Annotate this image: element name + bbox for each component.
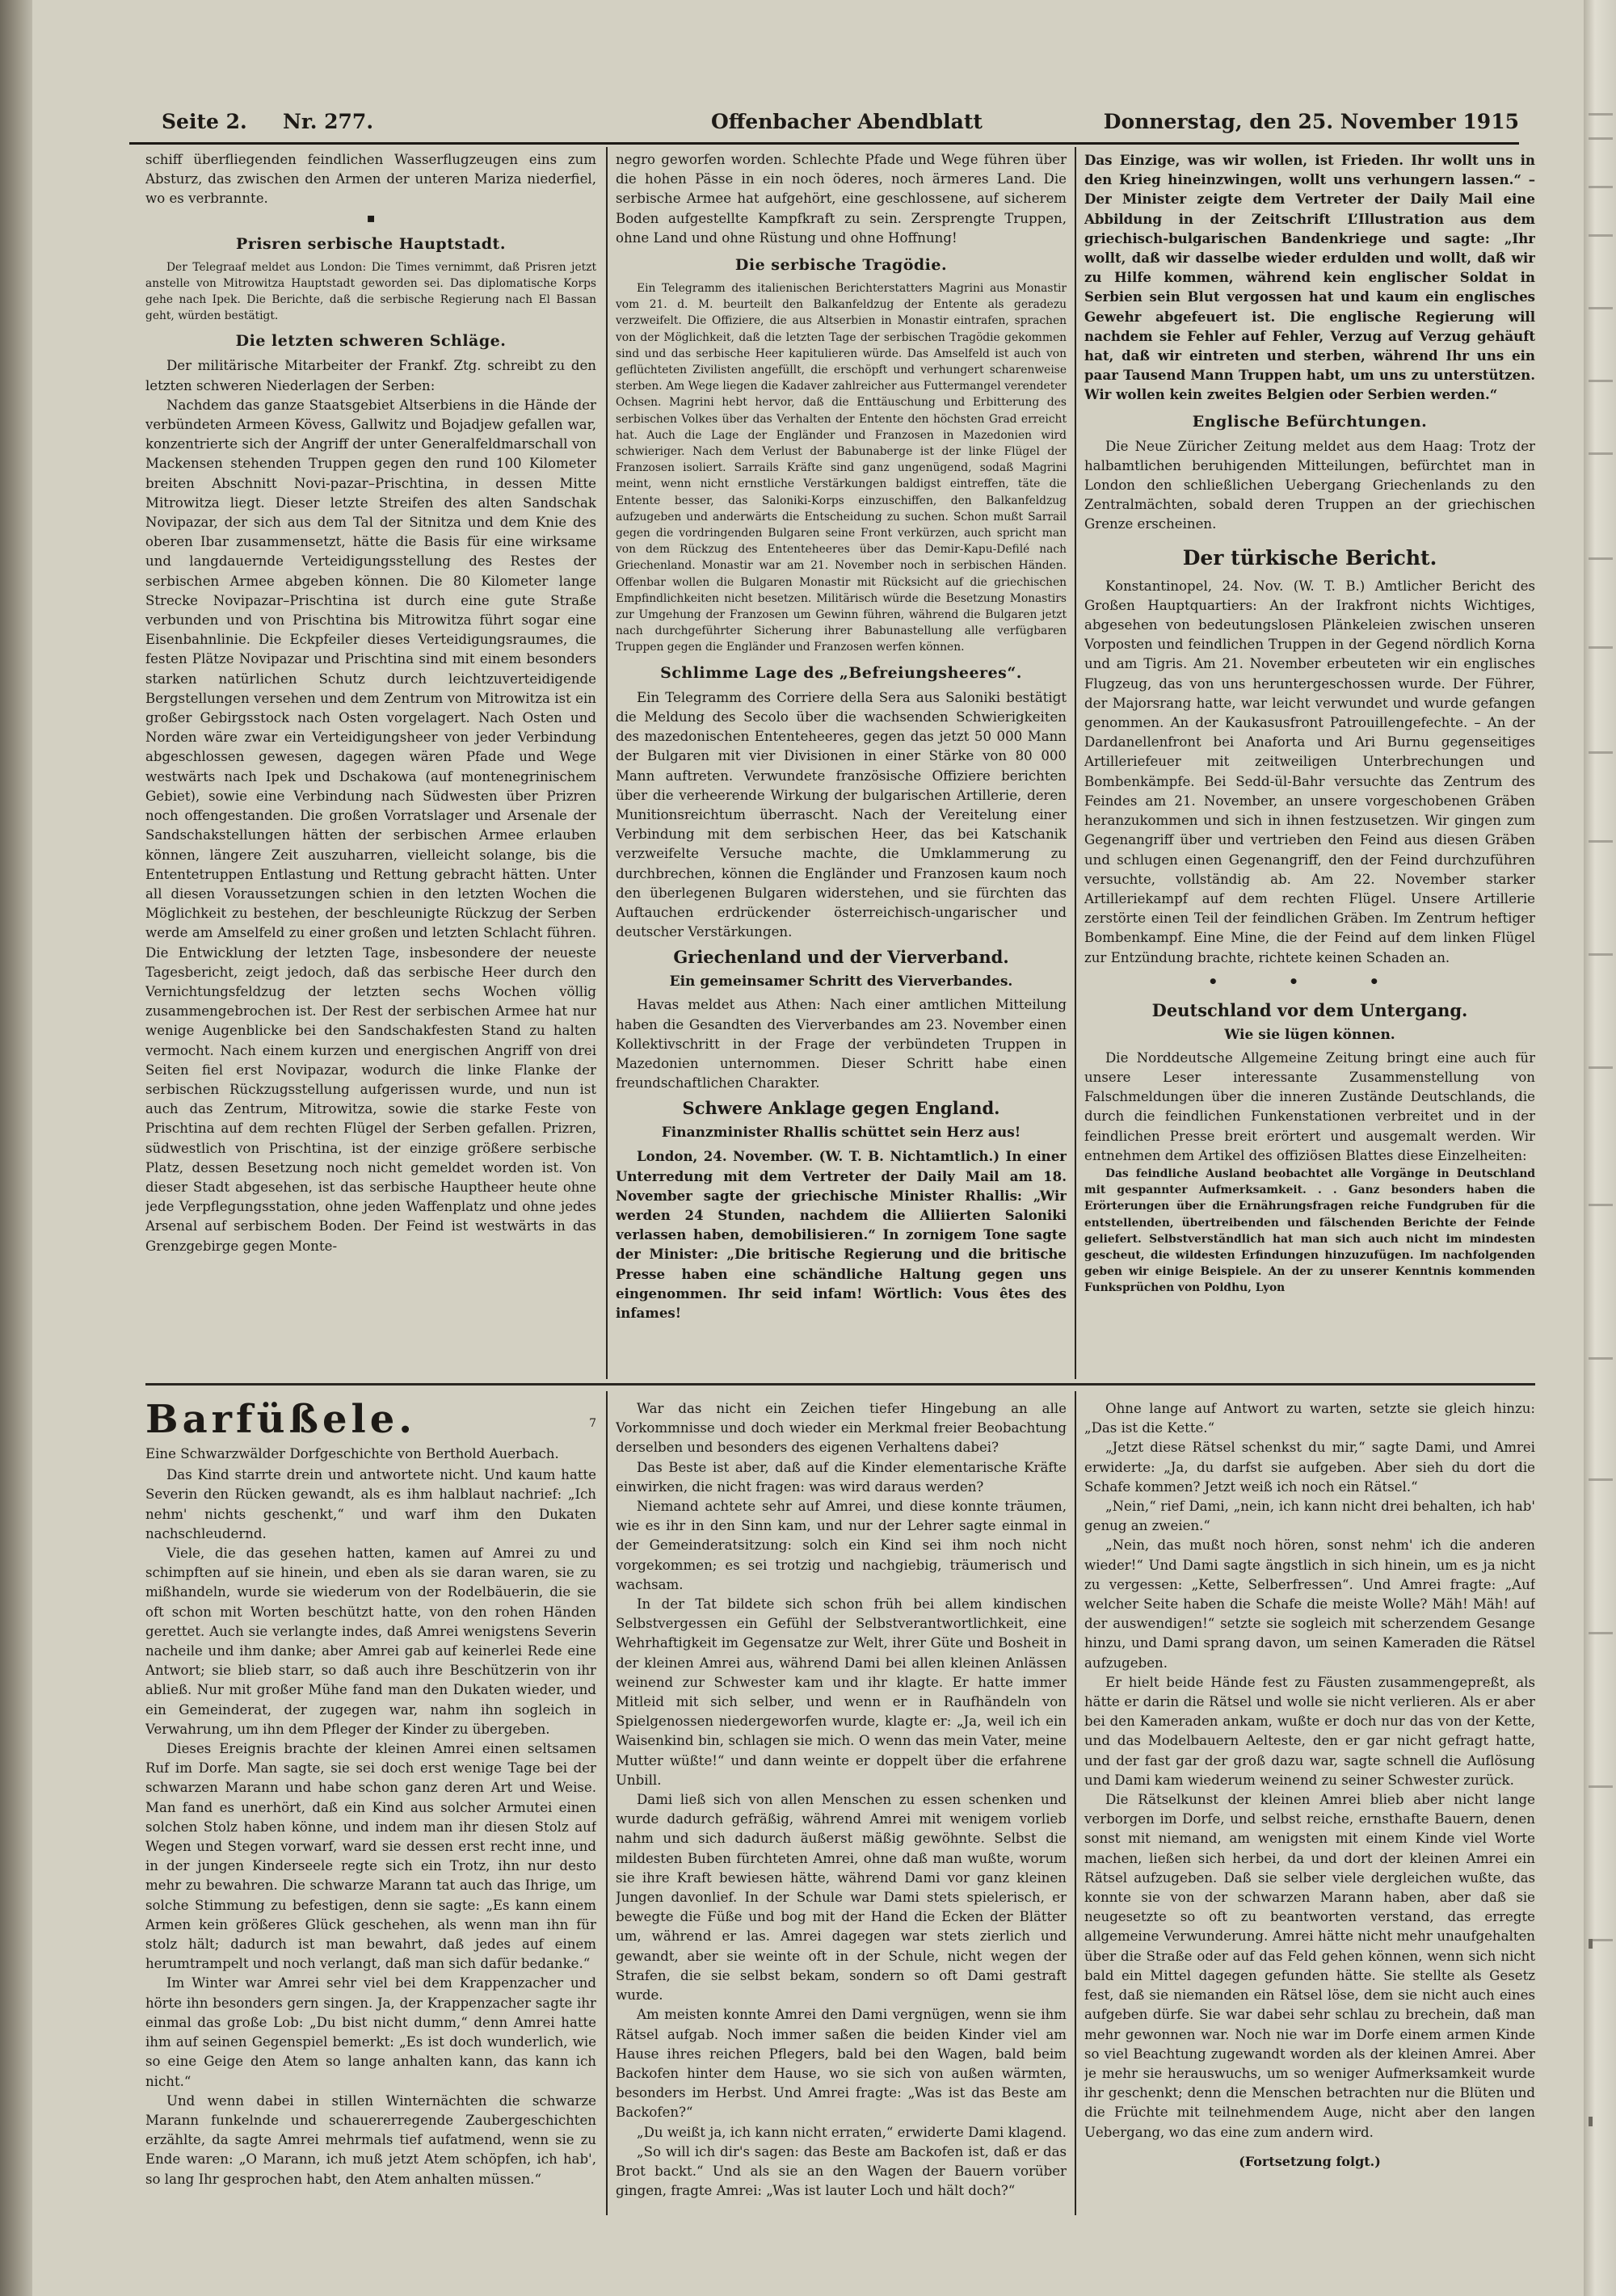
serial-paragraph: „Du weißt ja, ich kann nicht erraten,“ erwiderte Dami klagend. bbox=[637, 2124, 1067, 2140]
serial-subtitle: Eine Schwarzwälder Dorfgeschichte von Berthold Auerbach. bbox=[145, 1446, 559, 1461]
serial-paragraph: Ohne lange auf Antwort zu warten, setzte sie gleich hinzu: „Das ist die Kette.“ bbox=[1084, 1401, 1535, 1436]
next-page-edge bbox=[1584, 0, 1616, 2296]
newspaper-title: Offenbacher Abendblatt bbox=[711, 110, 983, 133]
serial-paragraph: Die Rätselkunst der kleinen Amrei blieb aber nicht lange verborgen im Dorfe, und selbst reiche, ernsthafte Bauern, denen sonst mit niemand, am wenigsten mit einem Kinde viel Worte machen, ließen sich herbei, da und dort der kleinen Amrei ein Rätsel aufzugeben. Daß sie selber viele dergleichen wußte, das konnte sie von der schwarzen Marann haben, aber daß sie neugesetzte so oft zu beantworten verstand, das erregte allgemeine Verwunderung. Amrei hätte nicht mehr unaufgehalten über die Straße oder auf das Feld gehen können, wenn sich nicht bald ein Mittel dagegen gefunden hätte. Sie stellte als Gesetz fest, daß sie niemanden ein Rätsel löse, dem sie nicht auch eines aufgeben dürfe. Sie war dabei sehr schlau zu brechein, daß man mehr gewonnen war. Noch nie war im Dorfe einem armen Kinde so viel Beachtung zugewandt worden als der kleinen Amrei. Aber je mehr sie herauswuchs, um so weniger Aufmerksamkeit wurde ihr geschenkt; denn die Menschen betrachten nur die Blüten und die Früchte mit teilnehmendem Auge, nicht aber den langen Uebergang, wo das eine zum andern wird. bbox=[1084, 1792, 1535, 2140]
article-text: London, 24. November. (W. T. B. Nichtamtlich.) In einer Unterredung mit dem Vertreter der Daily Mail am 18. November sagte der griechische Minister Rhallis: „Wir werden 24 Stunden, nachdem die Alliierten Saloniki verlassen haben, demobilisieren.“ In zornigem Tone sagte der Minister: „Die britische Regierung und die britische Presse haben eine schändliche Haltung gegen uns eingenommen. Ihr seid infam! Wörtlich: Vous êtes des infames! bbox=[616, 1148, 1067, 1321]
serial-paragraph: War das nicht ein Zeichen tiefer Hingebung an alle Vorkommnisse und doch wieder ein Merkmal freier Beobachtung derselben und besonders des eigenen Verhaltens dabei? bbox=[616, 1401, 1067, 1456]
article-text: Der militärische Mitarbeiter der Frankf. Ztg. schreibt zu den letzten schweren Niederlagen der Serben: bbox=[145, 358, 596, 393]
news-column-3 bbox=[1084, 150, 1535, 1378]
article-heading: Griechenland und der Vierverband. bbox=[673, 947, 1009, 968]
article-heading: Prisren serbische Hauptstadt. bbox=[236, 234, 506, 253]
serial-paragraph: Viele, die das gesehen hatten, kamen auf Amrei zu und schimpften auf sie hinein, und eben als sie daran waren, sie zu mißhandeln, wurde sie wiederum von der Rodelbäuerin, die sie oft schon mit Worten beschützt hatte, von den rohen Händen gerettet. Auch sie verlangte indes, daß Amrei wenigstens Severin nacheile und ihm danke; aber Amrei gab auf keinerlei Rede eine Antwort; sie blieb starr, so daß auch ihre Beschützerin von ihr abließ. Nur mit großer Mühe fand man den Dukaten wieder, und ein Gemeinderat, der zugegen war, nahm ihn sogleich in Verwahrung, um ihn dem Pfleger der Kinder zu übergeben. bbox=[145, 1545, 596, 1737]
page-header bbox=[129, 103, 1519, 145]
serial-title-row bbox=[145, 1394, 596, 1444]
news-column-2 bbox=[616, 150, 1067, 1378]
serial-column-1 bbox=[145, 1394, 596, 2210]
article-text: Konstantinopel, 24. Nov. (W. T. B.) Amtlicher Bericht des Großen Hauptquartiers: An der Irakfront nichts Wichtiges, abgesehen von bedeutungslosen Plänkeleien zwischen unseren Vorposten und feindlichen Truppen in der Gegend nördlich Korna und am Tigris. Am 21. November erbeuteten wir ein englisches Flugzeug, das von uns heruntergeschossen wurde. Der Führer, der Majorsrang hatte, war leicht verwundet und wurde gefangen genommen. An der Kaukasusfront Patrouillengefechte. – An der Dardanellenfront bei Anaforta und Ari Burnu gegenseitiges Artilleriefeuer mit zeitweiligen Unterbrechungen und Bombenkämpfe. Bei Sedd-ül-Bahr versuchte das Zentrum des Feindes am 21. November, an unsere vorgeschobenen Gräben heranzukommen und sich in ihnen festzusetzen. Wir gingen zum Gegenangriff über und vertrieben den Feind aus diesen Gräben und schlugen einen Gegenangriff, den der Feind durchzuführen versuchte, vollständig ab. Am 22. November starker Artilleriekampf auf dem rechten Flügel. Unsere Artillerie zerstörte einen Teil der feindlichen Gräben. Im Zentrum heftiger Bombenkampf. Eine Mine, die der Feind auf dem linken Flügel zur Entzündung brachte, richtete keinen Schaden an. bbox=[1084, 578, 1535, 965]
serial-paragraph: Das Kind starrte drein und antwortete nicht. Und kaum hatte Severin den Rücken gewandt, als es ihm halblaut nachrief: „Ich nehm' nichts geschenkt,“ und warf ihm den Dukaten nachschleudernd. bbox=[145, 1467, 596, 1541]
article-continuation: negro geworfen worden. Schlechte Pfade und Wege führen über die hohen Pässe in ein noch öderes, noch ärmeres Land. Die serbische Armee hat aufgehört, eine geschlossene, auf sicherem Boden aufgestellte Kampfkraft zu sein. Zersprengte Truppen, ohne Land und ohne Rüstung und ohne Hoffnung! bbox=[616, 152, 1067, 246]
column-rule bbox=[1075, 147, 1076, 1379]
serial-paragraph: Am meisten konnte Amrei den Dami vergnügen, wenn sie ihm Rätsel aufgab. Noch immer saßen die beiden Kinder viel am Hause ihres reichen Pflegers, bald bei den Wagen, bald beim Backofen hinter dem Hause, wo sie sich von außen wärmten, besonders im Herbst. Und Amrei fragte: „Was ist das Beste am Backofen?“ bbox=[616, 2007, 1067, 2121]
issue-number: Nr. 277. bbox=[283, 110, 374, 133]
serial-paragraph: Das Beste ist aber, daß auf die Kinder elementarische Kräfte einwirken, die nicht fragen: was wird daraus werden? bbox=[616, 1459, 1067, 1495]
serial-column-2 bbox=[616, 1399, 1067, 2210]
article-subheading: Ein gemeinsamer Schritt des Vierverbandes. bbox=[669, 973, 1013, 990]
article-subheading: Wie sie lügen können. bbox=[1224, 1026, 1395, 1043]
margin-mark bbox=[1589, 2117, 1593, 2126]
article-continuation: Das Einzige, was wir wollen, ist Frieden. Ihr wollt uns in den Krieg hineinzwingen, wollt uns verhungern lassen.“ – Der Minister zeigte dem Vertreter der Daily Mail eine Abbildung in der Zeitschrift L’Illustration aus dem griechisch-bulgarischen Bandenkriege und sagte: „Ihr wollt, daß wir dasselbe wieder erdulden und wollt, daß wir zu Hilfe kommen, während kein englischer Soldat in Serbien sein Blut vergossen hat und kaum ein englisches Gewehr abgefeuert ist. Die englische Regierung will nachdem sie Fehler auf Fehler, Verzug auf Verzug gehäuft hat, daß wir eintreten und sterben, während Ihr uns ein paar Tausend Mann Truppen habt, um uns zu unterstützen. Wir wollen kein zweites Belgien oder Serbien werden.“ bbox=[1084, 152, 1535, 403]
column-rule bbox=[606, 1391, 608, 2215]
article-text: Die Neue Züricher Zeitung meldet aus dem Haag: Trotz der halbamtlichen beruhigenden Mitteilungen, befürchtet man in London den schließlichen Uebergang Griechenlands zu den Zentralmächten, sobald deren Truppen an der griechischen Grenze erscheinen. bbox=[1084, 438, 1535, 532]
article-heading: Schlimme Lage des „Befreiungsheeres“. bbox=[660, 663, 1022, 682]
margin-mark bbox=[1589, 1939, 1593, 1949]
column-rule bbox=[1075, 1391, 1076, 2215]
news-column-1 bbox=[145, 150, 596, 1378]
issue-date: Donnerstag, den 25. November 1915 bbox=[1103, 110, 1519, 133]
section-separator: • • • bbox=[1207, 971, 1412, 991]
serial-paragraph: „Jetzt diese Rätsel schenkst du mir,“ sagte Dami, und Amrei erwiderte: „Ja, du darfst sie aufgeben. Aber sieh du dort die Schafe kommen? Jetzt weiß ich noch ein Rätsel.“ bbox=[1084, 1440, 1535, 1495]
serial-divider bbox=[145, 1383, 1535, 1386]
article-heading: Deutschland vor dem Untergang. bbox=[1151, 999, 1468, 1020]
article-continuation: schiff überfliegenden feindlichen Wasserflugzeugen eins zum Absturz, das zwischen den Armen der unteren Mariza niederfiel, wo es verbrannte. bbox=[145, 152, 596, 207]
serial-part-number: 7 bbox=[589, 1417, 596, 1430]
article-text: Ein Telegramm des italienischen Berichterstatters Magrini aus Monastir vom 21. d. M. beurteilt den Balkanfeldzug der Entente als geradezu verzweifelt. Die Offiziere, die aus Altserbien in Monastir eintrafen, sprachen von der Möglichkeit, daß die letzten Tage der serbischen Tragödie gekommen sind und das serbische Heer kapitulieren würde. Das Amselfeld ist auch von geflüchteten Zivilisten angefüllt, die erschöpft und verhungert scharenweise sterben. Am Wege liegen die Kadaver zahlreicher aus Futtermangel verendeter Ochsen. Magrini hebt hervor, daß die Enttäuschung und Erbitterung des serbischen Volkes über das Verhalten der Entente den höchsten Grad erreicht hat. Auch die Lage der Engländer und Franzosen in Mazedonien wird schwieriger. Nach dem Verlust der Babunaberge ist der linke Flügel der Franzosen isoliert. Sarrails Kräfte sind ganz ungenügend, sodaß Magrini meint, wenn nicht ernstliche Verstärkungen baldigst eintreffen, täte die Entente besser, das Saloniki-Korps einzuschiffen, den Balkanfeldzug aufzugeben und anderwärts die Entscheidung zu suchen. Schon mußt Sarrail gegen die vordringenden Bulgaren seine Front verkürzen, auch spricht man von dem Rückzug des Ententeheeres über das Demir-Kapu-Defilé nach Griechenland. Monastir war am 21. November noch in serbischen Händen. Offenbar wollen die Bulgaren Monastir mit Rücksicht auf die griechischen Empfindlichkeiten nicht besetzen. Militärisch würde die Besetzung Monastirs zur Umgehung der Franzosen um Gewinn führen, während die Bulgaren jetzt nach durchgeführter Sicherung ihrer Babunastellung alle verfügbaren Truppen gegen die Engländer und Franzosen werfen können. bbox=[616, 282, 1067, 654]
serial-title: Barfüßele. bbox=[145, 1397, 416, 1442]
article-text: Der Telegraaf meldet aus London: Die Times vernimmt, daß Prisren jetzt anstelle von Mitrowitza Hauptstadt geworden sei. Das diplomatische Korps gehe nach Ipek. Die Berichte, daß die serbische Regierung nach El Bassan geht, würden bestätigt. bbox=[145, 260, 596, 323]
serial-paragraph: Er hielt beide Hände fest zu Fäusten zusammengepreßt, als hätte er darin die Rätsel und wolle sie nicht verlieren. Als er aber bei den Kameraden ankam, wußte er doch nur das von der Kette, und das Modelbauern Aelteste, den er gar nicht gefragt hatte, und der fast gar der groß dazu war, sagte schnell die Auflösung und Dami kam wiederum weinend zu seiner Schwester zurück. bbox=[1084, 1674, 1535, 1788]
serial-paragraph: Dami ließ sich von allen Menschen zu essen schenken und wurde dadurch gefräßig, während Amrei mit wenigem vorlieb nahm und sich dadurch äußerst mäßig gewöhnte. Selbst die mildesten Buben fürchteten Amrei, ohne daß man wußte, worum sie ihre Kraft bewiesen hätte, während Dami vor ganz kleinen Jungen davonlief. In der Schule war Dami stets spielerisch, er bewegte die Füße und bog mit der Hand die Ecken der Blätter um, während er las. Amrei dagegen war stets zierlich und gewandt, aber sie weinte oft in der Schule, nicht wegen der Strafen, die sie selbst bekam, sondern so oft Dami gestraft wurde. bbox=[616, 1792, 1067, 2004]
serial-paragraph: „So will ich dir's sagen: das Beste am Backofen ist, daß er das Brot backt.“ Und als sie an den Wagen der Bauern vorüber gingen, fragte Amrei: „Was ist lauter Loch und hält doch?“ bbox=[616, 2143, 1067, 2199]
continuation-note: (Fortsetzung folgt.) bbox=[1239, 2153, 1381, 2169]
serial-paragraph: „Nein, das mußt noch hören, sonst nehm' ich die anderen wieder!“ Und Dami sagte ängstlich in sich hinein, um es ja nicht zu vergessen: „Kette, Selberfressen“. Und Amrei fragte: „Auf welcher Seite haben die Schafe die meiste Wolle? Mäh! Mäh! auf der auswendigen!“ setzte sie sogleich mit scherzendem Gesange hinzu, und Dami sprang davon, um seinen Kameraden die Rätsel aufzugeben. bbox=[1084, 1537, 1535, 1671]
serial-paragraph: Niemand achtete sehr auf Amrei, und diese konnte träumen, wie es ihr in den Sinn kam, und nur der Lehrer sagte einmal in der Gemeinderatsitzung: solch ein Kind sei ihm noch nicht vorgekommen; es sei trotzig und nachgiebig, träumerisch und wachsam. bbox=[616, 1499, 1067, 1592]
article-heading: Die letzten schweren Schläge. bbox=[235, 332, 507, 351]
article-heading: Schwere Anklage gegen England. bbox=[682, 1098, 1000, 1119]
serial-paragraph: Und wenn dabei in stillen Winternächten die schwarze Marann funkelnde und schauererregende Zaubergeschichten erzählte, da sagte Amrei mehrmals tief aufatmend, wenn sie zu Ende waren: „O Marann, ich muß jetzt Atem schöpfen, ich hab', so lang Ihr gesprochen habt, den Atem anhalten müssen.“ bbox=[145, 2092, 596, 2187]
article-text: Die Norddeutsche Allgemeine Zeitung bringt eine auch für unsere Leser interessante Zusammenstellung von Falschmeldungen über die inneren Zustände Deutschlands, die durch die feindlichen Funkenstationen verbreitet und in der feindlichen Presse breit erörtert und ausgemalt werden. Wir entnehmen dem Artikel des offiziösen Blattes diese Einzelheiten: bbox=[1084, 1049, 1535, 1163]
article-text: Havas meldet aus Athen: Nach einer amtlichen Mitteilung haben die Gesandten des Vierverbandes am 23. November einen Kollektivschritt in der Frage der verbündeten Truppen in Mazedonien unternommen. Dieser Schritt habe einen freundschaftlichen Charakter. bbox=[616, 997, 1067, 1091]
separator-mark: ▪ bbox=[366, 209, 376, 225]
article-heading: Englische Befürchtungen. bbox=[1192, 412, 1428, 431]
page-number: Seite 2. bbox=[162, 110, 247, 133]
serial-paragraph: „Nein,“ rief Dami, „nein, ich kann nicht drei behalten, ich hab' genug an zweien.“ bbox=[1084, 1499, 1535, 1534]
serial-paragraph: Dieses Ereignis brachte der kleinen Amrei einen seltsamen Ruf im Dorfe. Man sagte, sie sei doch erst wenige Tage bei der schwarzen Marann und habe schon ganz deren Art und Weise. Man fand es unerhört, daß ein Kind aus solcher Armutei einen solchen Stolz haben könne, und indem man ihr diesen Stolz auf Wegen und Stegen vorwarf, ward sie dessen erst recht inne, und in der jungen Kinderseele regte sich ein Trotz, ihn nur desto mehr zu bewahren. Die schwarze Marann tat auch das Ihrige, um solche Stimmung zu befestigen, denn sie sagte: „Es kann einem Armen kein größeres Glück geschehen, als wenn man ihn für stolz hält; dadurch ist man bewahrt, daß jedes auf einem herumtrampelt und noch verlangt, daß man sich dafür bedanke.“ bbox=[145, 1741, 596, 1972]
article-text: Nachdem das ganze Staatsgebiet Altserbiens in die Hände der verbündeten Armeen Kövess, Gallwitz und Bojadjew gefallen war, konzentrierte sich der Angriff der unter Generalfeldmarschall von Mackensen stehenden Truppen gegen den rund 100 Kilometer breiten Abschnitt Novi-pazar–Prischtina, in dessen Mitte Mitrowitza liegt. Dieser letzte Streifen des alten Sandschak Novipazar, der sich aus dem Tal der Sitnitza und dem Knie des oberen Ibar zusammensetzt, hätte die Basis für eine wirksame und langdauernde Verteidigungsstellung des Restes der serbischen Armee abgeben können. Die 80 Kilometer lange Strecke Novipazar–Prischtina ist durch eine gute Straße verbunden und von Prischtina bis Mitrowitza führt sogar eine Eisenbahnlinie. Die Eckpfeiler dieses Verteidigungsraumes, die festen Plätze Novipazar und Prischtina sind mit einem besonders starken natürlichen Schutz durch leichtzuverteidigende Bergstellungen versehen und dem Zentrum von Mitrowitza ist ein großer Gebirgsstock nach Osten vorgelagert. Nach Osten und Norden wäre zwar ein Verteidigungsheer von jeder Verbindung abgeschlossen gewesen, dagegen wären Pfade und Wege westwärts nach Ipek und Dschakowa (auf montenegrinischem Gebiet), sowie eine Verbindung nach Südwesten über Prizren noch offengestanden. Die großen Vorratslager und Arsenale der Sandschakstellungen hätten der serbischen Armee erlauben können, längere Zeit auszuharren, vielleicht solange, bis die Ententetruppen Entlastung und Rettung gebracht hätten. Unter all diesen Voraussetzungen schien in den letzten Wochen die Möglichkeit zu bestehen, der beschleunigte Rückzug der Serben werde am Amselfeld zu einer großen und letzten Schlacht führen. Die Entwicklung der letzten Tage, insbesondere der neueste Tagesbericht, zeigt jedoch, daß das serbische Heer durch den Vernichtungsfeldzug der letzten sechs Wochen völlig zusammengebrochen ist. Der Rest der serbischen Armee hat nur wenige Augenblicke bei den Sandschakfesten Stand zu halten vermocht. Nach einem kurzen und energischen Angriff von drei Seiten fiel erst Novipazar, wodurch die linke Flanke der serbischen Rückzugsstellung aufgerissen wurde, und nun ist auch das Zentrum, Mitrowitza, sowie die starke Feste von Prischtina auf dem rechten Flügel der Serben gefallen. Prizren, südwestlich von Prischtina, ist der einzige größere serbische Platz, dessen Besetzung noch nicht gemeldet worden ist. Von dieser Stadt abgesehen, ist das serbische Hauptheer heute ohne jede Verpflegungsstation, ohne jeden Waffenplatz und ohne jedes Arsenal auf serbischem Boden. Der Feind ist westwärts in das Grenzgebirge gegen Monte- bbox=[145, 397, 596, 1254]
article-subheading: Finanzminister Rhallis schüttet sein Herz aus! bbox=[661, 1125, 1021, 1142]
article-heading: Die serbische Tragödie. bbox=[734, 256, 948, 275]
serial-paragraph: Im Winter war Amrei sehr viel bei dem Krappenzacher und hörte ihn besonders gern singen. Ja, der Krappenzacher sagte ihr einmal das große Lob: „Du bist nicht dumm,“ denn Amrei hatte ihm auf seinen Gegenspiel bemerkt: „Es ist doch wunderlich, wie so eine Geige den Atem so lange anhalten kann, das kann ich nicht.“ bbox=[145, 1975, 596, 2089]
serial-column-3 bbox=[1084, 1399, 1535, 2210]
article-text: Ein Telegramm des Corriere della Sera aus Saloniki bestätigt die Meldung des Secolo über die wachsenden Schwierigkeiten des mazedonischen Ententeheeres, gegen das jetzt 50 000 Mann der Bulgaren mit vier Divisionen in einer Stärke von 80 000 Mann auftreten. Verwundete französische Offiziere berichten über die verheerende Wirkung der bulgarischen Artillerie, deren Munitionsreichtum überrascht. Nach der Vereitelung einer Verbindung mit dem serbischen Heer, das bei Katschanik verzweifelte Versuche machte, die Umklammerung zu durchbrechen, können die Engländer und Franzosen kaum noch den überlegenen Bulgaren widerstehen, und sie fürchten das Auftauchen erdrückender österreichisch-ungarischer und deutscher Verstärkungen. bbox=[616, 689, 1067, 940]
book-binding bbox=[0, 0, 32, 2296]
article-heading: Der türkische Bericht. bbox=[1182, 545, 1437, 570]
column-rule bbox=[606, 147, 608, 1379]
serial-paragraph: In der Tat bildete sich schon früh bei allem kindischen Selbstvergessen ein Gefühl der Selbstverantwortlichkeit, eine Wehrhaftigkeit im Gegensatze zur Welt, ihrer Güte und Bosheit in der kleinen Amrei aus, während Dami bei allen kleinen Anlässen weinend zur Schwester kam und ihr klagte. Er hatte immer Mitleid mit sich selber, und wenn er in Raufhändeln von Spielgenossen niedergeworfen wurde, klagte er: „Ja, weil ich ein Waisenkind bin, schlagen sie mich. O wenn das mein Vater, meine Mutter wüßte!“ und dann weinte er doppelt über die erfahrene Unbill. bbox=[616, 1596, 1067, 1788]
article-text: Das feindliche Ausland beobachtet alle Vorgänge in Deutschland mit gespannter Aufmerksamkeit. . . Ganz besonders haben die Erörterungen über die Ernährungsfragen reiche Fundgruben für die entstellenden, übertreibenden und fälschenden Berichte der Feinde geliefert. Selbstverständlich hat man sich auch nicht im mindesten gescheut, die wildesten Erfindungen hinzuzufügen. Im nachfolgenden geben wir einige Beispiele. An der zu unserer Kenntnis kommenden Funksprüchen von Poldhu, Lyon bbox=[1084, 1167, 1535, 1295]
